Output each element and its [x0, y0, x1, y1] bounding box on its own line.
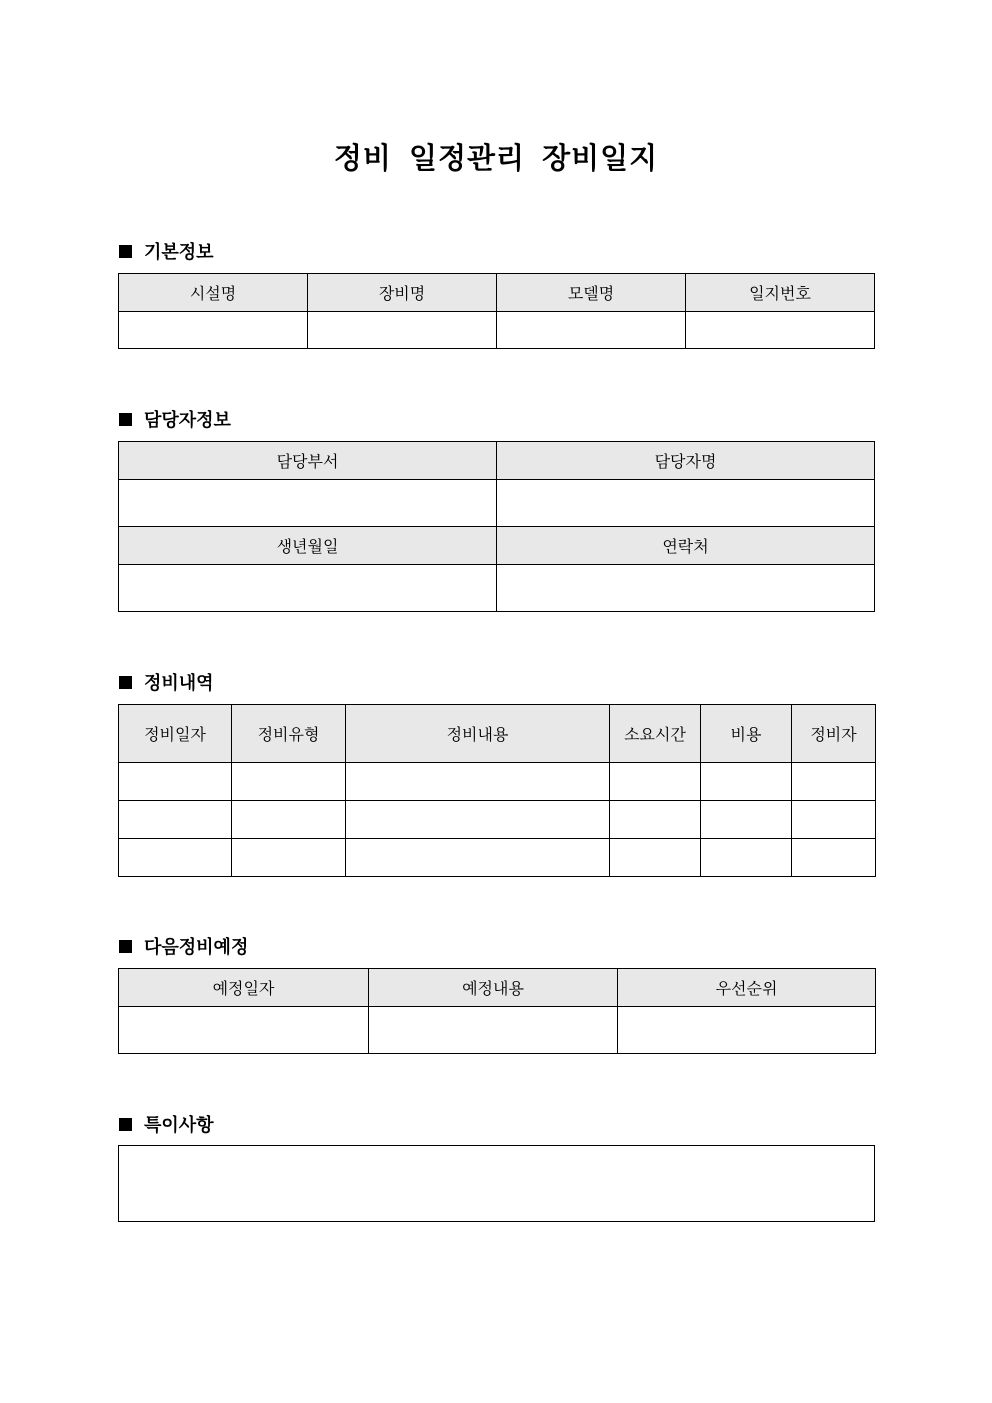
header-maintenance-date: 정비일자 — [119, 705, 232, 763]
table-row — [119, 839, 876, 877]
cost-cell[interactable] — [701, 801, 792, 839]
department-field[interactable] — [119, 480, 497, 527]
header-log-number: 일지번호 — [686, 274, 875, 312]
section-heading-next-maintenance — [119, 934, 248, 958]
square-bullet-icon — [119, 940, 132, 953]
maintenance-content-cell[interactable] — [346, 801, 610, 839]
header-department: 담당부서 — [119, 442, 497, 480]
header-scheduled-content: 예정내용 — [369, 969, 618, 1007]
square-bullet-icon — [119, 413, 132, 426]
section-heading-notes — [119, 1112, 214, 1136]
header-equipment-name: 장비명 — [308, 274, 497, 312]
notes-field[interactable] — [119, 1146, 875, 1222]
header-duration: 소요시간 — [610, 705, 701, 763]
notes-table — [118, 1145, 875, 1222]
model-name-field[interactable] — [497, 312, 686, 349]
duration-cell[interactable] — [610, 839, 701, 877]
technician-cell[interactable] — [792, 763, 876, 801]
scheduled-date-field[interactable] — [119, 1007, 369, 1054]
cost-cell[interactable] — [701, 839, 792, 877]
maintenance-history-table — [118, 704, 876, 877]
section-heading-basic-label: 기본정보 — [144, 242, 214, 263]
technician-cell[interactable] — [792, 839, 876, 877]
header-model-name: 모델명 — [497, 274, 686, 312]
duration-cell[interactable] — [610, 801, 701, 839]
technician-cell[interactable] — [792, 801, 876, 839]
next-maintenance-table — [118, 968, 876, 1054]
square-bullet-icon — [119, 1118, 132, 1131]
maintenance-type-cell[interactable] — [232, 763, 346, 801]
header-priority: 우선순위 — [618, 969, 876, 1007]
table-row — [119, 801, 876, 839]
scheduled-content-field[interactable] — [369, 1007, 618, 1054]
header-technician: 정비자 — [792, 705, 876, 763]
manager-info-table — [118, 441, 875, 612]
section-heading-maintenance-label: 정비내역 — [144, 673, 214, 694]
header-maintenance-type: 정비유형 — [232, 705, 346, 763]
maintenance-date-cell[interactable] — [119, 763, 232, 801]
header-manager-name: 담당자명 — [497, 442, 875, 480]
header-facility-name: 시설명 — [119, 274, 308, 312]
maintenance-date-cell[interactable] — [119, 839, 232, 877]
manager-name-field[interactable] — [497, 480, 875, 527]
table-row — [119, 763, 876, 801]
birth-date-field[interactable] — [119, 565, 497, 612]
maintenance-date-cell[interactable] — [119, 801, 232, 839]
section-heading-next-maintenance-label: 다음정비예정 — [144, 937, 249, 958]
basic-info-table — [118, 273, 875, 349]
header-contact: 연락처 — [497, 527, 875, 565]
section-heading-notes-label: 특이사항 — [144, 1115, 214, 1136]
facility-name-field[interactable] — [119, 312, 308, 349]
equipment-name-field[interactable] — [308, 312, 497, 349]
priority-field[interactable] — [618, 1007, 876, 1054]
maintenance-type-cell[interactable] — [232, 801, 346, 839]
section-heading-manager-label: 담당자정보 — [144, 410, 231, 431]
header-cost: 비용 — [701, 705, 792, 763]
header-birth-date: 생년월일 — [119, 527, 497, 565]
header-maintenance-content: 정비내용 — [346, 705, 610, 763]
section-heading-basic — [119, 239, 214, 263]
maintenance-content-cell[interactable] — [346, 763, 610, 801]
maintenance-content-cell[interactable] — [346, 839, 610, 877]
cost-cell[interactable] — [701, 763, 792, 801]
log-number-field[interactable] — [686, 312, 875, 349]
duration-cell[interactable] — [610, 763, 701, 801]
header-scheduled-date: 예정일자 — [119, 969, 369, 1007]
maintenance-type-cell[interactable] — [232, 839, 346, 877]
page-title: 정비 일정관리 장비일지 — [333, 141, 659, 175]
square-bullet-icon — [119, 676, 132, 689]
contact-field[interactable] — [497, 565, 875, 612]
square-bullet-icon — [119, 245, 132, 258]
section-heading-manager — [119, 407, 231, 431]
section-heading-maintenance — [119, 670, 214, 694]
